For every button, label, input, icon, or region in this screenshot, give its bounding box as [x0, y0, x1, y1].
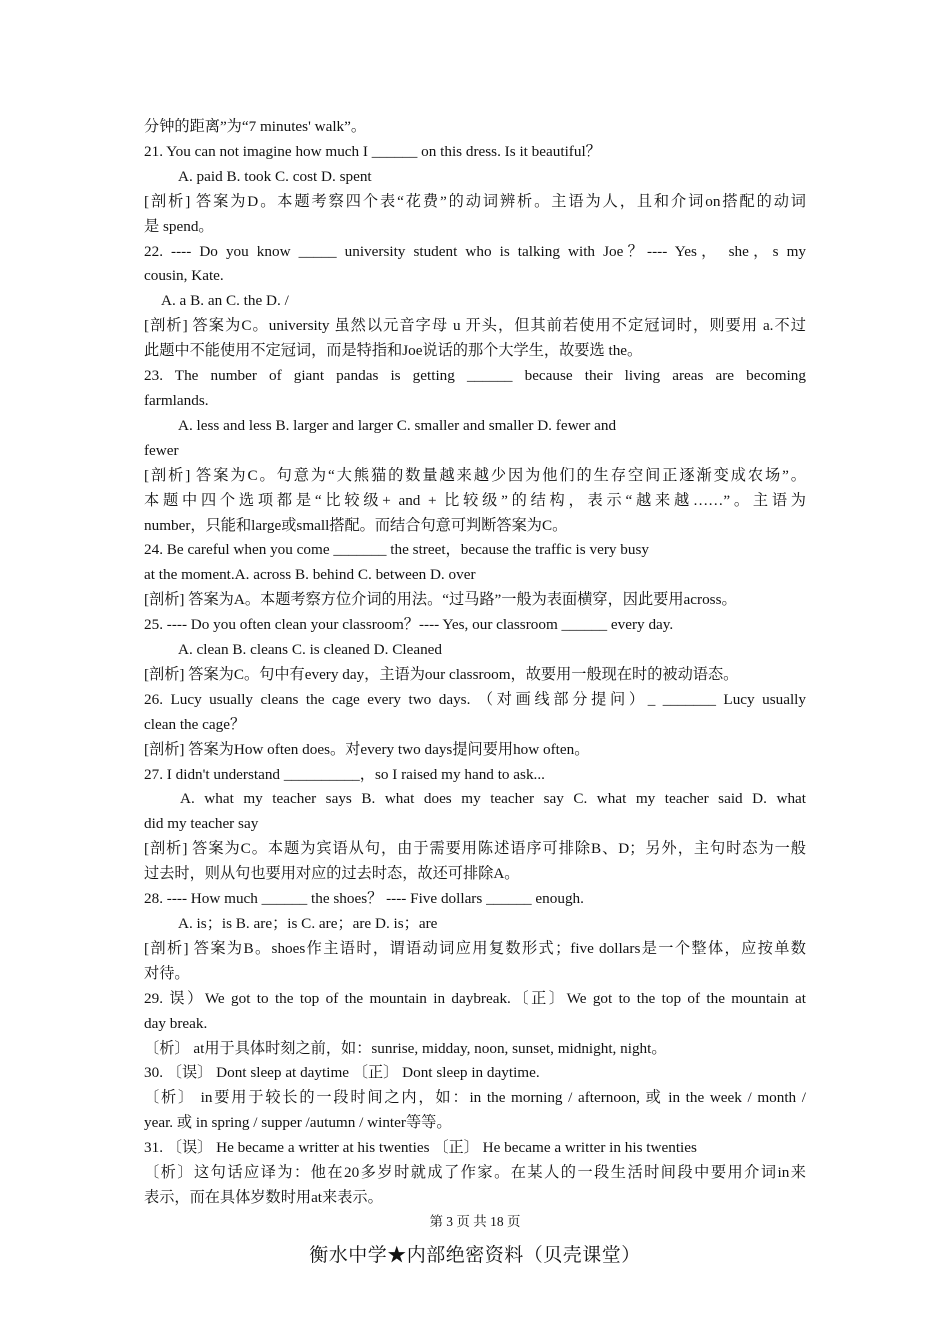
- question-23: 23. The number of giant pandas is getting ______ because their living areas are becoming: [144, 367, 806, 385]
- question-22-cont: cousin, Kate.: [144, 267, 224, 285]
- question-21-options: A. paid B. took C. cost D. spent: [178, 167, 372, 185]
- question-25: 25. ---- Do you often clean your classroom？---- Yes, our classroom ______ every day.: [144, 616, 674, 634]
- analysis-27: [剖析] 答案为C。本题为宾语从句，由于需要用陈述语序可排除B、D；另外，主句时态为一般: [144, 840, 806, 858]
- analysis-26: [剖析] 答案为How often does。对every two days提问要用how often。: [144, 740, 590, 758]
- analysis-23-cont: 本题中四个选项都是“比较级+ and + 比较级”的结构，表示“越来越……”。主语为: [144, 491, 806, 509]
- correction-29: 29. 误）We got to the top of the mountain in daybreak.〔正〕We got to the top of the mountain at: [144, 989, 806, 1007]
- analysis-28-cont: 对待。: [144, 964, 190, 982]
- analysis-24: [剖析] 答案为A。本题考察方位介词的用法。“过马路”一般为表面横穿，因此要用across。: [144, 591, 737, 609]
- correction-30: 30. 〔误〕 Dont sleep at daytime 〔正〕 Dont sleep in daytime.: [144, 1064, 540, 1082]
- question-23-options-cont: fewer: [144, 441, 179, 459]
- analysis-31: 〔析〕这句话应译为：他在20多岁时就成了作家。在某人的一段生活时间段中要用介词in来: [144, 1164, 806, 1182]
- text-line: 分钟的距离”为“7 minutes' walk”。: [144, 118, 367, 135]
- question-28: 28. ---- How much ______ the shoes？ ---- Five dollars ______ enough.: [144, 890, 584, 908]
- question-24-options: at the moment.A. across B. behind C. between D. over: [144, 566, 476, 584]
- analysis-29: 〔析〕 at用于具体时刻之前，如：sunrise, midday, noon, sunset, midnight, night。: [144, 1039, 667, 1057]
- analysis-22-cont: 此题中不能使用不定冠词，而是特指和Joe说话的那个大学生，故要选 the。: [144, 342, 643, 360]
- analysis-27-cont: 过去时，则从句也要用对应的过去时态，故还可排除A。: [144, 865, 520, 883]
- document-body: [144, 115, 806, 1211]
- analysis-21: [剖析] 答案为D。本题考察四个表“花费”的动词辨析。主语为人，且和介词on搭配的动词: [144, 192, 806, 210]
- analysis-25: [剖析] 答案为C。句中有every day，主语为our classroom，故要用一般现在时的被动语态。: [144, 665, 739, 683]
- question-26-cont: clean the cage？: [144, 715, 246, 733]
- correction-29-cont: day break.: [144, 1014, 208, 1032]
- question-21: 21. You can not imagine how much I ______ on this dress. Is it beautiful？: [144, 142, 601, 160]
- question-26: 26. Lucy usually cleans the cage every two days. （对画线部分提问）_ _______ Lucy usually: [144, 690, 806, 708]
- question-27-options-cont: did my teacher say: [144, 815, 259, 833]
- question-22: 22. ---- Do you know _____ university student who is talking with Joe？---- Yes， she，s my: [144, 242, 806, 260]
- analysis-23-cont2: number，只能和large或small搭配。而结合句意可判断答案为C。: [144, 516, 568, 534]
- question-23-cont: farmlands.: [144, 391, 209, 409]
- analysis-30: 〔析〕 in要用于较长的一段时间之内，如：in the morning / afternoon, 或 in the week / month /: [144, 1089, 806, 1107]
- analysis-30-cont: year. 或 in spring / supper /autumn / winter等等。: [144, 1114, 452, 1132]
- analysis-23: [剖析] 答案为C。句意为“大熊猫的数量越来越少因为他们的生存空间正逐渐变成农场”。: [144, 466, 806, 484]
- question-28-options: A. is；is B. are；is C. are；are D. is；are: [178, 915, 438, 932]
- question-27: 27. I didn't understand __________，so I raised my hand to ask...: [144, 765, 545, 783]
- analysis-22: [剖析] 答案为C。university 虽然以元音字母 u 开头，但其前若使用不定冠词时，则要用 a.不过: [144, 317, 806, 335]
- question-25-options: A. clean B. cleans C. is cleaned D. Cleaned: [178, 641, 443, 659]
- analysis-21-cont: 是 spend。: [144, 217, 214, 235]
- footer-title: 衡水中学★内部绝密资料（贝壳课堂）: [309, 1245, 641, 1266]
- question-24: 24. Be careful when you come _______ the street，because the traffic is very busy: [144, 541, 649, 559]
- analysis-31-cont: 表示，而在具体岁数时用at来表示。: [144, 1188, 383, 1206]
- question-23-options: A. less and less B. larger and larger C. smaller and smaller D. fewer and: [178, 416, 617, 434]
- page-number: 第 3 页 共 18 页: [429, 1214, 521, 1229]
- analysis-28: [剖析] 答案为B。shoes作主语时，谓语动词应用复数形式；five dollars是一个整体，应按单数: [144, 939, 806, 957]
- question-22-options: A. a B. an C. the D. /: [161, 292, 289, 310]
- correction-31: 31. 〔误〕 He became a writter at his twenties 〔正〕 He became a writter in his twenties: [144, 1139, 697, 1157]
- question-27-options: A. what my teacher says B. what does my teacher say C. what my teacher said D. what: [180, 790, 806, 808]
